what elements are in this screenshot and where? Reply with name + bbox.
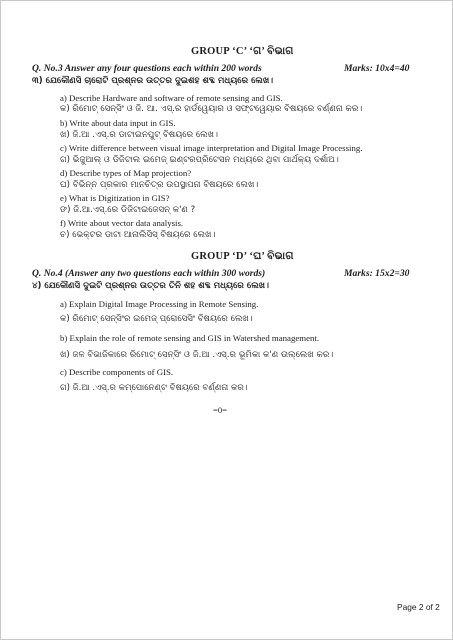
group-d-item-c-or: ଗ) ଜି.ଆ .ଏସ୍.ର କମ୍ପୋନେଣ୍ଟ ବିଷୟରେ ବର୍ଣ୍ଣନା କର।: [60, 383, 248, 393]
group-c-item-c-or: ଗ) ଭିଜୁଆଲ୍ ଓ ଡିଜିଟାଲ ଇମେଜ୍ ଇଣ୍ଟରପ୍ରିଟେସନ ମଧ୍ୟରେ ଥିବା ପାର୍ଥକ୍ୟ ଦର୍ଶାଅ।: [60, 155, 339, 165]
group-d-title: GROUP ‘D’ ‘ଘ’ ବିଭାଗ: [191, 251, 294, 262]
group-d-item-a-en: a) Explain Digital Image Processing in Remote Sensing.: [60, 299, 259, 309]
group-c-item-e-or: ଙ) ଜି.ଆ.ଏସ୍.ରେ ଡିଜିଟାଇଜେସନ୍ କ'ଣ ?: [60, 205, 196, 215]
group-c-item-f-or: ଚ) ଭେକ୍ଟର ଡାଟା ଆନାଲିସିସ୍ ବିଷୟରେ ଲେଖ।: [60, 230, 216, 240]
group-c-item-b-en: b) Write about data input in GIS.: [60, 118, 176, 128]
group-d-item-b-en: b) Explain the role of remote sensing and GIS in Watershed management.: [60, 333, 320, 343]
group-c-title: GROUP ‘C’ ‘ଗ’ ବିଭାଗ: [191, 46, 294, 57]
group-d-item-c-en: c) Describe components of GIS.: [60, 367, 174, 377]
group-c-instruction: ୩) ଯେକୌଣସି ଚାରୋଟି ପ୍ରଶ୍ନର ଉତ୍ତର ଦୁଇଶହ ଶବ୍ଦ ମଧ୍ୟରେ ଲେଖ।: [32, 76, 274, 86]
page-footer: Page 2 of 2: [397, 602, 440, 612]
group-d-marks: Marks: 15x2=30: [344, 268, 410, 279]
group-c-item-f-en: f) Write about vector data analysis.: [60, 218, 184, 228]
group-d-item-a-or: କ) ରିମୋଟ୍ ସେନ୍ସିଂର ଇମେଜ୍ ପ୍ରୋସେସିଂ ବିଷୟରେ ଲେଖ।: [60, 314, 253, 324]
group-d-instruction: ୪) ଯେକୌଣସି ଦୁଇଟି ପ୍ରଶ୍ନର ଉତ୍ତର ତିନି ଶହ ଶବ୍ଦ ମଧ୍ୟରେ ଲେଖ।: [32, 281, 269, 291]
group-c-item-a-en: a) Describe Hardware and software of remote sensing and GIS.: [60, 93, 283, 103]
group-c-item-d-or: ଘ) ବିଭିନ୍ନ ପ୍ରକାର ମାନଚିତ୍ର ଉପସ୍ଥାପନା ବିଷୟରେ ଲେଖ।: [60, 180, 259, 190]
group-c-item-e-en: e) What is Digitization in GIS?: [60, 193, 170, 203]
group-c-item-a-or: କ) ରିମୋଟ୍ ସେନ୍ସିଂ ଓ ଜି. ଆ. ଏସ୍.ର ହାର୍ଡୱେୟାର ଓ ସଫ୍ଟୱେୟାର ବିଷୟରେ ବର୍ଣ୍ଣନା କର।: [60, 104, 363, 114]
group-c-marks: Marks: 10x4=40: [344, 63, 410, 74]
group-c-item-c-en: c) Write difference between visual image interpretation and Digital Image Processing.: [60, 143, 363, 153]
group-c-item-d-en: d) Describe types of Map projection?: [60, 168, 192, 178]
group-c-question: Q. No.3 Answer any four questions each within 200 words: [32, 63, 262, 74]
group-d-question: Q. No.4 (Answer any two questions each within 300 words): [32, 268, 266, 279]
group-d-item-b-or: ଖ) ଜଳ ବିଭାଜିକାରେ ରିମୋଟ୍ ସେନ୍ସିଂ ଓ ଜି.ଆ .ଏସ୍.ର ଭୂମିକା କ'ଣ ଉଲ୍ଲେଖ କର।: [60, 350, 334, 360]
end-mark: =0=: [213, 405, 227, 415]
group-c-item-b-or: ଖ) ଜି.ଆ .ଏସ୍.ର ଡାଟାଇନପୁଟ୍ ବିଷୟରେ ଲେଖ।: [60, 130, 218, 140]
